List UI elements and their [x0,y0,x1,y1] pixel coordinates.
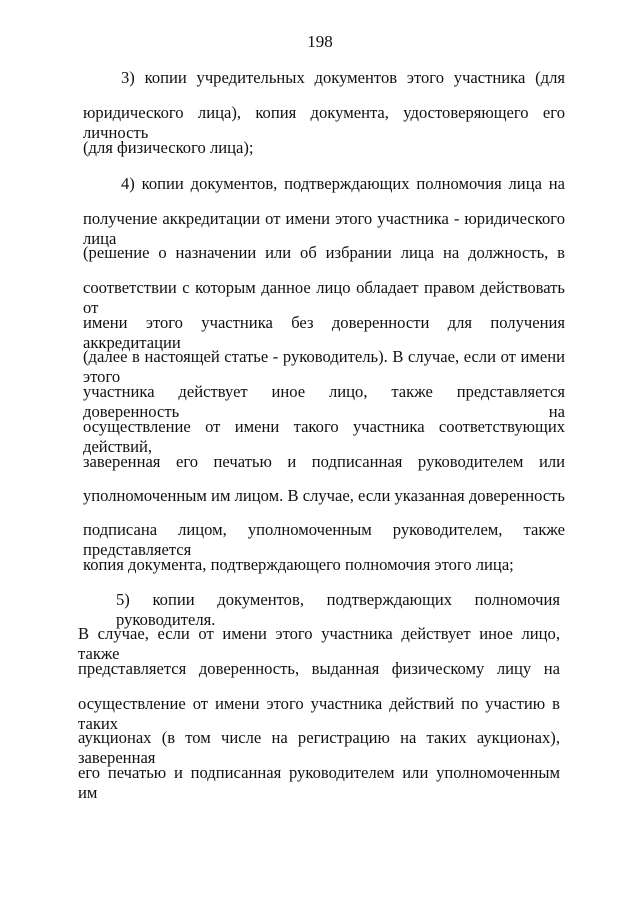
text-line: имени этого участника без доверенности для получения аккредитации [83,313,565,352]
text-line: получение аккредитации от имени этого участника - юридического лица [83,209,565,248]
text-line: аукционах (в том числе на регистрацию на таких аукционах), заверенная [78,728,560,767]
text-line: представляется доверенность, выданная физическому лицу на [78,659,560,678]
text-line: его печатью и подписанная руководителем или уполномоченным им [78,763,560,802]
page-number: 198 [307,32,333,51]
text-line: подписана лицом, уполномоченным руководителем, также представляется [83,520,565,559]
text-line: заверенная его печатью и подписанная руководителем или [83,452,565,471]
text-line: осуществление от имени такого участника соответствующих действий, [83,417,565,456]
text-line: (для физического лица); [83,138,254,157]
text-line: юридического лица), копия документа, удостоверяющего его личность [83,103,565,142]
text-line: (далее в настоящей статье - руководитель). В случае, если от имени этого [83,347,565,386]
text-line: осуществление от имени этого участника действий по участию в таких [78,694,560,733]
text-line: участника действует иное лицо, также представляется доверенность на [83,382,565,421]
text-line: (решение о назначении или об избрании лица на должность, в [83,243,565,262]
text-line: уполномоченным им лицом. В случае, если указанная доверенность [83,486,565,505]
text-line: 4) копии документов, подтверждающих полномочия лица на [121,174,565,193]
text-line: копия документа, подтверждающего полномочия этого лица; [83,555,514,574]
text-line: 3) копии учредительных документов этого участника (для [121,68,565,87]
text-line: соответствии с которым данное лицо обладает правом действовать от [83,278,565,317]
text-line: 5) копии документов, подтверждающих полномочия руководителя. [116,590,560,629]
text-line: В случае, если от имени этого участника действует иное лицо, также [78,624,560,663]
